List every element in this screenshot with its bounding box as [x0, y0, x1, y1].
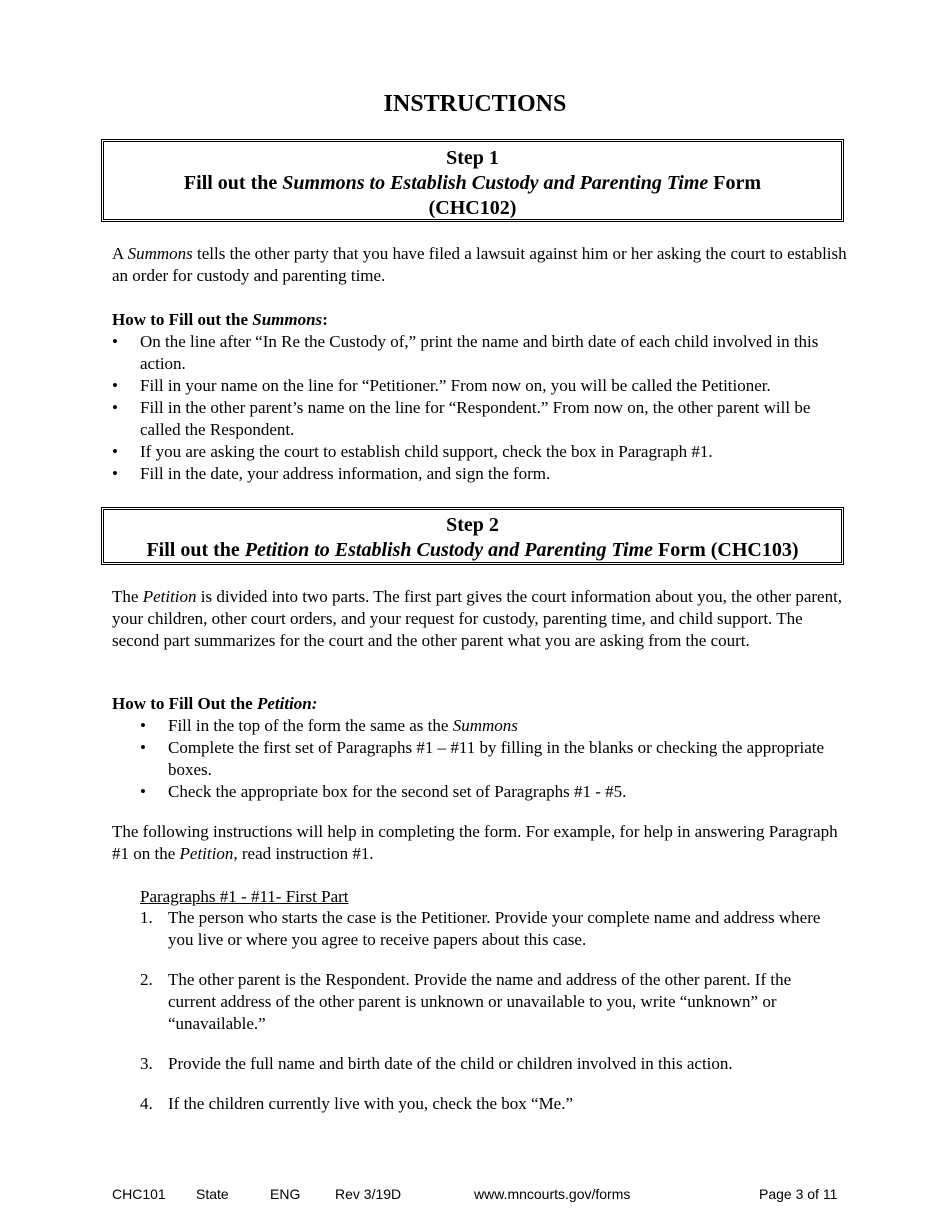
- bullet-text: Fill in the top of the form the same as the: [168, 716, 453, 735]
- footer-jurisdiction: State: [196, 1186, 229, 1202]
- step2-heading: [104, 538, 841, 563]
- petition-intro-lead: The: [112, 587, 143, 606]
- summons-howto-term: Summons: [252, 310, 323, 329]
- step2-box: [101, 507, 844, 565]
- first-part-heading: Paragraphs #1 - #11- First Part: [140, 887, 349, 906]
- item-text: Provide the full name and birth date of the child or children involved in this action.: [168, 1054, 733, 1073]
- item-number: 3.: [140, 1054, 153, 1073]
- step2-prefix: Fill out the: [146, 539, 245, 561]
- page-title: INSTRUCTIONS: [383, 91, 567, 117]
- list-item: [112, 331, 847, 375]
- bullet-text: If you are asking the court to establish child support, check the box in Paragraph #1.: [140, 442, 713, 461]
- item-text: The other parent is the Respondent. Provide the name and address of the other parent. If the current address of the other parent is unknown or unavailable to you, write “unknown” or “unavailable.”: [168, 970, 792, 1033]
- step2-label: Step 2: [446, 514, 499, 536]
- bullet-text: Complete the first set of Paragraphs #1 – #11 by filling in the blanks or checking the appropriate boxes.: [168, 738, 825, 779]
- list-item: [140, 907, 840, 951]
- petition-howto-heading: [112, 693, 317, 715]
- petition-howto-term: Petition:: [256, 694, 318, 713]
- step1-label: Step 1: [446, 147, 499, 169]
- step1-suffix: Form: [708, 172, 762, 194]
- step1-form-name: Summons to Establish Custody and Parenting Time: [282, 172, 709, 194]
- item-number: 2.: [140, 970, 153, 989]
- step1-code: (CHC102): [428, 197, 517, 219]
- list-item: [140, 781, 840, 803]
- summons-intro: [112, 243, 847, 287]
- following-text: The following instructions will help in completing the form. For example, for help in answering Paragraph #1 on the: [112, 822, 838, 863]
- summons-bullet-list: [112, 331, 847, 485]
- step2-suffix: Form (CHC103): [653, 539, 799, 561]
- following-suffix: , read instruction #1.: [233, 844, 374, 863]
- petition-bullet-list: [140, 715, 840, 803]
- step1-heading: [104, 171, 841, 196]
- following-instructions: [112, 821, 847, 865]
- bullet-icon: •: [112, 376, 118, 395]
- item-number: 1.: [140, 908, 153, 927]
- petition-howto-prefix: How to Fill Out the: [112, 694, 257, 713]
- bullet-text: On the line after “In Re the Custody of,” print the name and birth date of each child involved in this action.: [140, 332, 819, 373]
- bullet-text: Fill in the other parent’s name on the line for “Respondent.” From now on, the other parent will be called the Respondent.: [140, 398, 811, 439]
- bullet-icon: •: [140, 738, 146, 757]
- summons-howto-heading: [112, 309, 328, 331]
- footer-form-code: CHC101: [112, 1186, 166, 1202]
- bullet-icon: •: [112, 332, 118, 351]
- list-item: [140, 1093, 840, 1115]
- bullet-icon: •: [140, 716, 146, 735]
- item-text: If the children currently live with you, check the box “Me.”: [168, 1094, 574, 1113]
- summons-intro-text: tells the other party that you have filed a lawsuit against him or her asking the court to establish an order for custody and parenting time.: [112, 244, 847, 285]
- petition-intro: [112, 586, 847, 652]
- summons-howto-prefix: How to Fill out the: [112, 310, 253, 329]
- step1-box: [101, 139, 844, 222]
- following-term: Petition: [179, 844, 234, 863]
- summons-intro-lead: A: [112, 244, 128, 263]
- item-text: The person who starts the case is the Petitioner. Provide your complete name and address where you live or where you agree to receive papers about this case.: [168, 908, 821, 949]
- list-item: [112, 375, 847, 397]
- summons-intro-term: Summons: [127, 244, 193, 263]
- bullet-icon: •: [112, 398, 118, 417]
- list-item: [140, 715, 840, 737]
- petition-intro-term: Petition: [142, 587, 197, 606]
- bullet-text: Check the appropriate box for the second set of Paragraphs #1 - #5.: [168, 782, 627, 801]
- footer-revision: Rev 3/19D: [335, 1186, 402, 1202]
- footer-website: www.mncourts.gov/forms: [474, 1186, 631, 1202]
- bullet-icon: •: [112, 442, 118, 461]
- bullet-icon: •: [140, 782, 146, 801]
- petition-intro-text: is divided into two parts. The first part gives the court information about you, the other parent, your children, other court orders, and your request for custody, parenting time, and child support. The second part summarizes for the court and the other parent what you are asking from the court.: [112, 587, 843, 650]
- footer-page-number: Page 3 of 11: [759, 1186, 838, 1202]
- summons-howto-suffix: :: [322, 310, 328, 329]
- step2-form-name: Petition to Establish Custody and Parenting Time: [244, 539, 653, 561]
- item-number: 4.: [140, 1094, 153, 1113]
- list-item: [112, 441, 847, 463]
- list-item: [112, 397, 847, 441]
- bullet-text: Fill in the date, your address information, and sign the form.: [140, 464, 551, 483]
- bullet-term: Summons: [452, 716, 518, 735]
- footer-language: ENG: [270, 1186, 301, 1202]
- step1-prefix: Fill out the: [183, 172, 283, 194]
- bullet-icon: •: [112, 464, 118, 483]
- bullet-text: Fill in your name on the line for “Petitioner.” From now on, you will be called the Petitioner.: [140, 376, 771, 395]
- list-item: [112, 463, 847, 485]
- list-item: [140, 737, 840, 781]
- first-part-list: [140, 907, 840, 1133]
- page-footer: [0, 1185, 950, 1203]
- list-item: [140, 969, 840, 1035]
- list-item: [140, 1053, 840, 1075]
